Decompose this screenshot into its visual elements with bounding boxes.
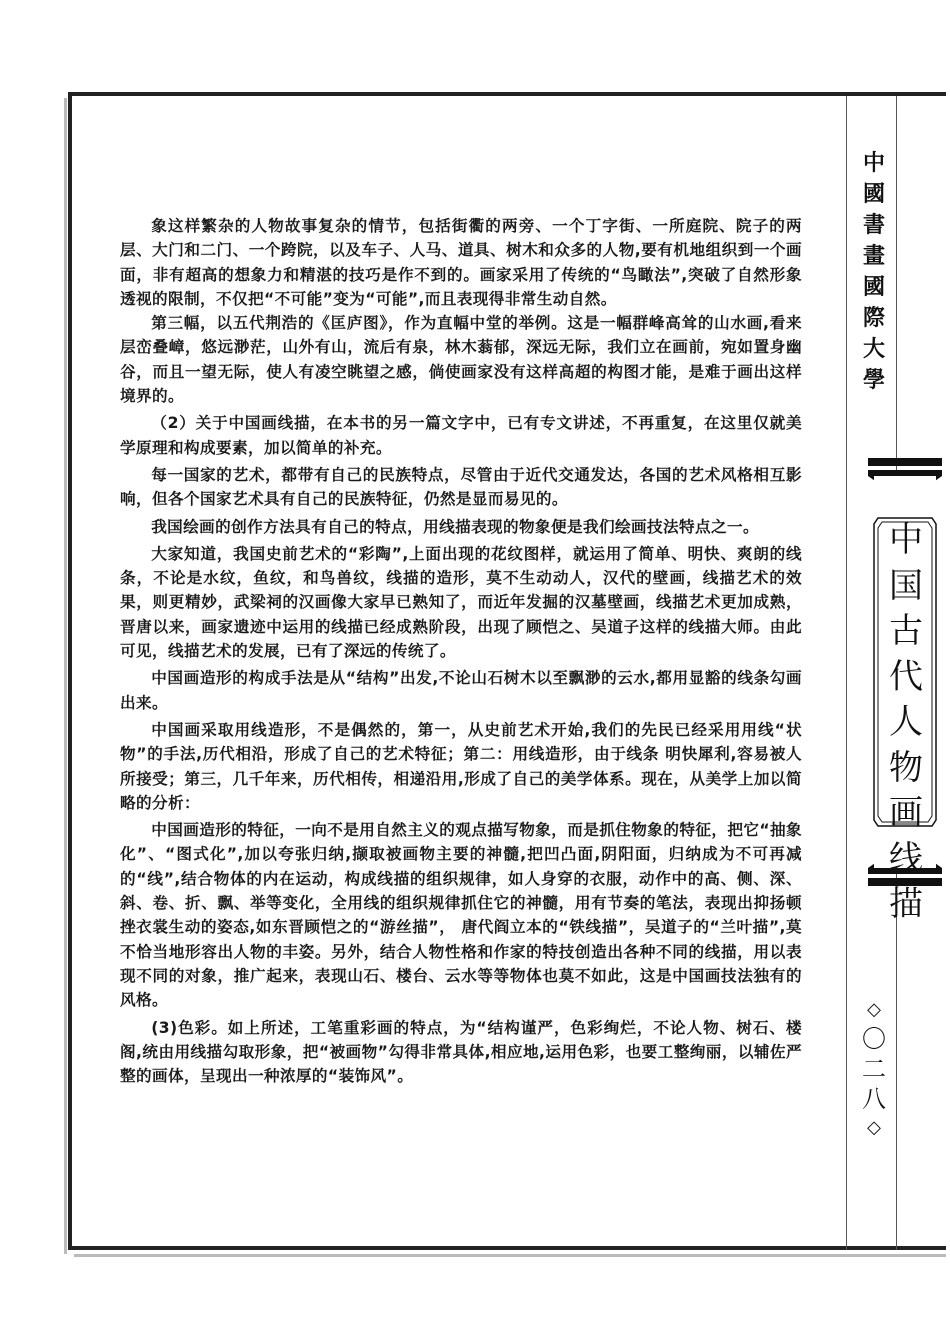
paragraph: 中国画造形的构成手法是从“结构”出发,不论山石树木以至飘渺的云水,都用显豁的线条勾画出来。 [120,669,802,712]
diamond-icon: ◇ [867,1117,881,1138]
book-title [880,518,932,928]
paragraph: 中国画采取用线造形，不是偶然的，第一，从史前艺术开始,我们的先民已经采用用线“状物”的手法,历代相沿，形成了自己的艺术特征；第二：用线造形，由于线条 明快犀利,容易被人所接受；第三，几千年来，历代相传，相递沿用,形成了自己的美学体系。现在，从美学上加以简略的分析： [120,720,802,812]
page-digit: 八 [862,1085,886,1113]
series-char: 中 [862,151,885,176]
paragraph: 大家知道，我国史前艺术的“彩陶”,上面出现的花纹图样，就运用了简单、明快、爽朗的线条，不论是水纹，鱼纹，和鸟兽纹，线描的造形，莫不生动动人，汉代的壁画，线描艺术的效果，则更精妙，武梁祠的汉画像大家早已熟知了，而近年发掘的汉墓壁画，线描艺术更加成熟，晋唐以来，画家遗迹中运用的线描已经成熟阶段，出现了顾恺之、吴道子这样的线描大师。由此可见，线描艺术的发展，已有了深远的传统了。 [120,544,802,661]
paragraph: 我国绘画的创作方法具有自己的特点，用线描表现的物象便是我们绘画技法特点之一。 [151,517,759,536]
book-title-char: 物 [889,747,923,788]
series-char: 學 [862,368,885,393]
book-title-char: 描 [889,884,923,924]
frame-shadow-left [64,98,67,1254]
paragraph: 中国画造形的特征，一向不是用自然主义的观点描写物象，而是抓住物象的特征，把它“抽象化”、“图式化”,加以夸张归纳,撷取被画物主要的神髓,把凹凸面,阴阳面，归纳成为不可再减的“线”,结合物体的内在运动，构成线描的组织规律，如人身穿的衣服，动作中的高、侧、深、斜、卷、折、飘、举等变化，全用线的组织规律抓住它的神髓，用有节奏的笔法，表现出抑扬顿挫衣裳生动的姿态,如东晋顾恺之的“游丝描”， 唐代阎立本的“铁线描”，吴道子的“兰叶描”,莫不恰当地形容出人物的丰姿。另外，结合人物性格和作家的特技创造出各种不同的线描，用以表现不同的对象，推广起来，表现山石、楼台、云水等等物体也莫不如此，这是中国画技法独有的风格。 [120,821,802,1010]
title-bar-top [868,458,942,466]
book-title-char: 古 [889,611,923,651]
book-title-char: 人 [889,702,923,742]
book-title-char: 代 [889,656,923,697]
page-number [858,996,890,1142]
page-digit: 〇 [862,1025,886,1053]
sidebar-rule-left [846,96,847,1250]
paragraph: 象这样繁杂的人物故事复杂的情节，包括街衢的两旁、一个丁字街、一所庭院、院子的两层、大门和二门、一个跨院，以及车子、人马、道具、树木和众多的人物,要有机地组织到一个画面，非有超高的想象力和精湛的技巧是作不到的。画家采用了传统的“鸟瞰法”,突破了自然形象透视的限制，不仅把“不可能”变为“可能”,而且表现得非常生动自然。 [120,217,802,308]
book-title-char: 中 [889,520,923,560]
series-char: 國 [862,275,885,300]
series-char: 書 [862,213,885,238]
paragraph: 第三幅，以五代荆浩的《匡庐图》，作为直幅中堂的举例。这是一幅群峰高耸的山水画,看来层峦叠嶂，悠远渺茫，山外有山，流后有泉，林木蓊郁，深远无际，我们立在画前，宛如置身幽谷，而且一望无际，使人有凌空眺望之感，倘使画家没有这样高超的构图才能，是难于画出这样境界的。 [120,314,802,406]
series-char: 畫 [862,244,885,269]
paragraph: 每一国家的艺术，都带有自己的民族特点，尽管由于近代交通发达，各国的艺术风格相互影响，但各个国家艺术具有自己的民族特征，仍然是显而易见的。 [120,465,802,509]
book-title-char: 线 [889,838,923,879]
series-char: 際 [862,306,885,331]
paragraph: （2）关于中国画线描，在本书的另一篇文字中，已有专文讲述，不再重复，在这里仅就美学原理和构成要素，加以简单的补充。 [120,414,802,457]
series-char: 國 [862,182,885,207]
series-title [858,148,890,396]
diamond-icon: ◇ [867,999,881,1020]
body-text [120,214,802,1088]
book-title-char: 画 [889,793,923,833]
series-char: 大 [862,337,885,362]
book-title-char: 国 [889,565,923,606]
frame-shadow-bottom [74,1254,946,1257]
paragraph: (3)色彩。如上所述，工笔重彩画的特点，为“结构谨严，色彩绚烂，不论人物、树石、楼阁,统由用线描勾取形象，把“被画物”勾得非常具体,相应地,运用色彩，也要工整绚丽，以辅佐严整的画体，呈现出一种浓厚的“装饰风”。 [120,1018,802,1086]
page-digit: 二 [862,1055,886,1083]
